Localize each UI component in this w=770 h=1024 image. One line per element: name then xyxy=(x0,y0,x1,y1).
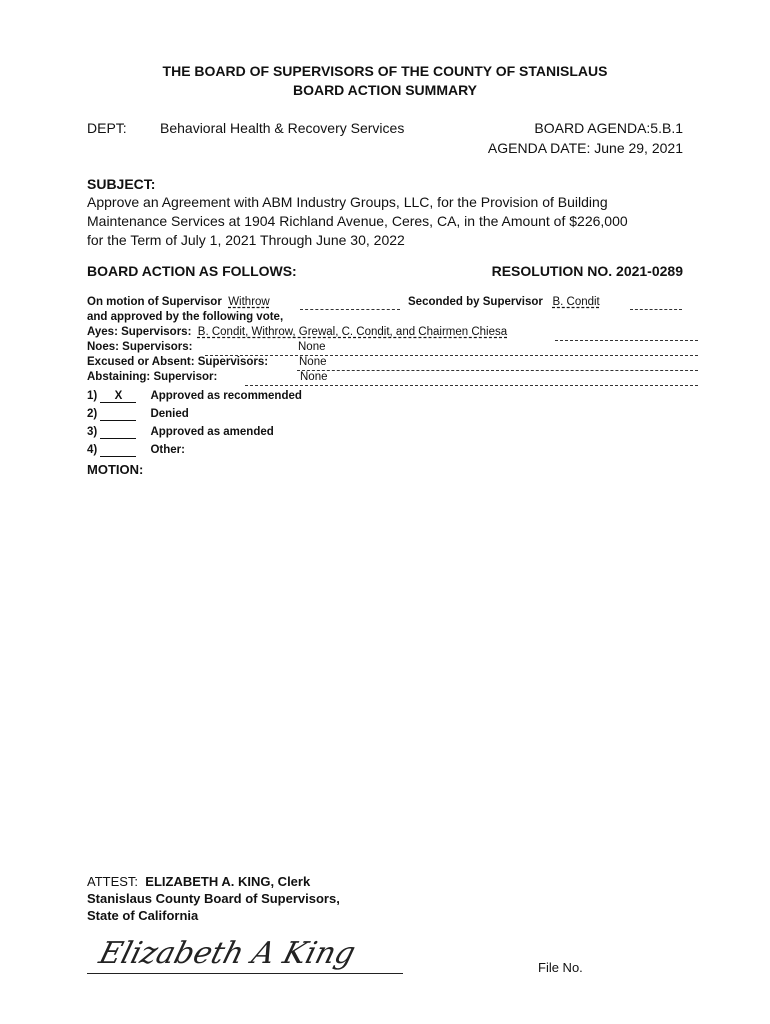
title: THE BOARD OF SUPERVISORS OF THE COUNTY OF STANISLAUS xyxy=(162,63,608,79)
excused-label: Excused or Absent: Supervisors: xyxy=(87,356,269,368)
option-mark xyxy=(100,426,136,439)
board-action-label: BOARD ACTION AS FOLLOWS: xyxy=(87,263,297,279)
option-number: 3) xyxy=(87,426,98,438)
ayes-label: Ayes: Supervisors: xyxy=(87,326,192,338)
approved-line: and approved by the following vote, xyxy=(87,311,284,323)
subject-line: Maintenance Services at 1904 Richland Avenue, Ceres, CA, in the Amount of $226,000 xyxy=(87,213,628,229)
agenda-date: AGENDA DATE: June 29, 2021 xyxy=(487,140,683,156)
abstain-line xyxy=(87,371,217,383)
dept-value: Behavioral Health & Recovery Services xyxy=(160,120,405,136)
abstain-label: Abstaining: Supervisor: xyxy=(87,371,218,383)
motion-label: On motion of Supervisor xyxy=(87,296,222,308)
subject-line: for the Term of July 1, 2021 Through June 30, 2022 xyxy=(87,232,405,248)
motion-supervisor: Withrow xyxy=(228,296,270,308)
attest-line xyxy=(87,874,310,889)
option-2 xyxy=(87,408,189,421)
seconded-line xyxy=(408,296,600,308)
attest-label: ATTEST: xyxy=(87,874,139,889)
option-number: 4) xyxy=(87,444,98,456)
ayes-line xyxy=(87,326,507,338)
subject-label: SUBJECT: xyxy=(87,176,156,192)
attest-board: Stanislaus County Board of Supervisors, xyxy=(87,891,340,906)
motion-label: MOTION: xyxy=(87,462,144,477)
option-label: Other: xyxy=(150,444,185,456)
excused-line xyxy=(87,356,268,368)
option-1 xyxy=(87,390,302,403)
option-number: 2) xyxy=(87,408,98,420)
option-4 xyxy=(87,444,185,457)
seconded-label: Seconded by Supervisor xyxy=(408,296,543,308)
noes-line xyxy=(87,341,192,353)
signature-line xyxy=(87,973,403,974)
clerk-signature: Elizabeth A King xyxy=(95,936,360,971)
ayes-value: B. Condit, Withrow, Grewal, C. Condit, and Chairmen Chiesa xyxy=(197,326,508,338)
resolution-number: RESOLUTION NO. 2021-0289 xyxy=(491,263,683,279)
clerk-name: ELIZABETH A. KING, Clerk xyxy=(145,874,311,889)
excused-value: None xyxy=(299,356,327,368)
subject-line: Approve an Agreement with ABM Industry Groups, LLC, for the Provision of Building xyxy=(87,194,608,210)
attest-state: State of California xyxy=(87,908,199,923)
option-label: Approved as recommended xyxy=(150,390,302,402)
noes-value: None xyxy=(298,341,326,353)
file-number-label: File No. xyxy=(538,960,583,975)
option-mark xyxy=(100,408,136,421)
option-mark: X xyxy=(100,390,136,403)
seconded-supervisor: B. Condit xyxy=(552,296,600,308)
option-3 xyxy=(87,426,274,439)
option-label: Denied xyxy=(150,408,189,420)
option-label: Approved as amended xyxy=(150,426,274,438)
option-number: 1) xyxy=(87,390,98,402)
board-agenda: BOARD AGENDA:5.B.1 xyxy=(534,120,683,136)
subtitle: BOARD ACTION SUMMARY xyxy=(292,82,478,98)
option-mark xyxy=(100,444,136,457)
noes-label: Noes: Supervisors: xyxy=(87,341,193,353)
abstain-value: None xyxy=(300,371,328,383)
motion-line xyxy=(87,296,270,308)
dept-label: DEPT: xyxy=(87,120,127,136)
